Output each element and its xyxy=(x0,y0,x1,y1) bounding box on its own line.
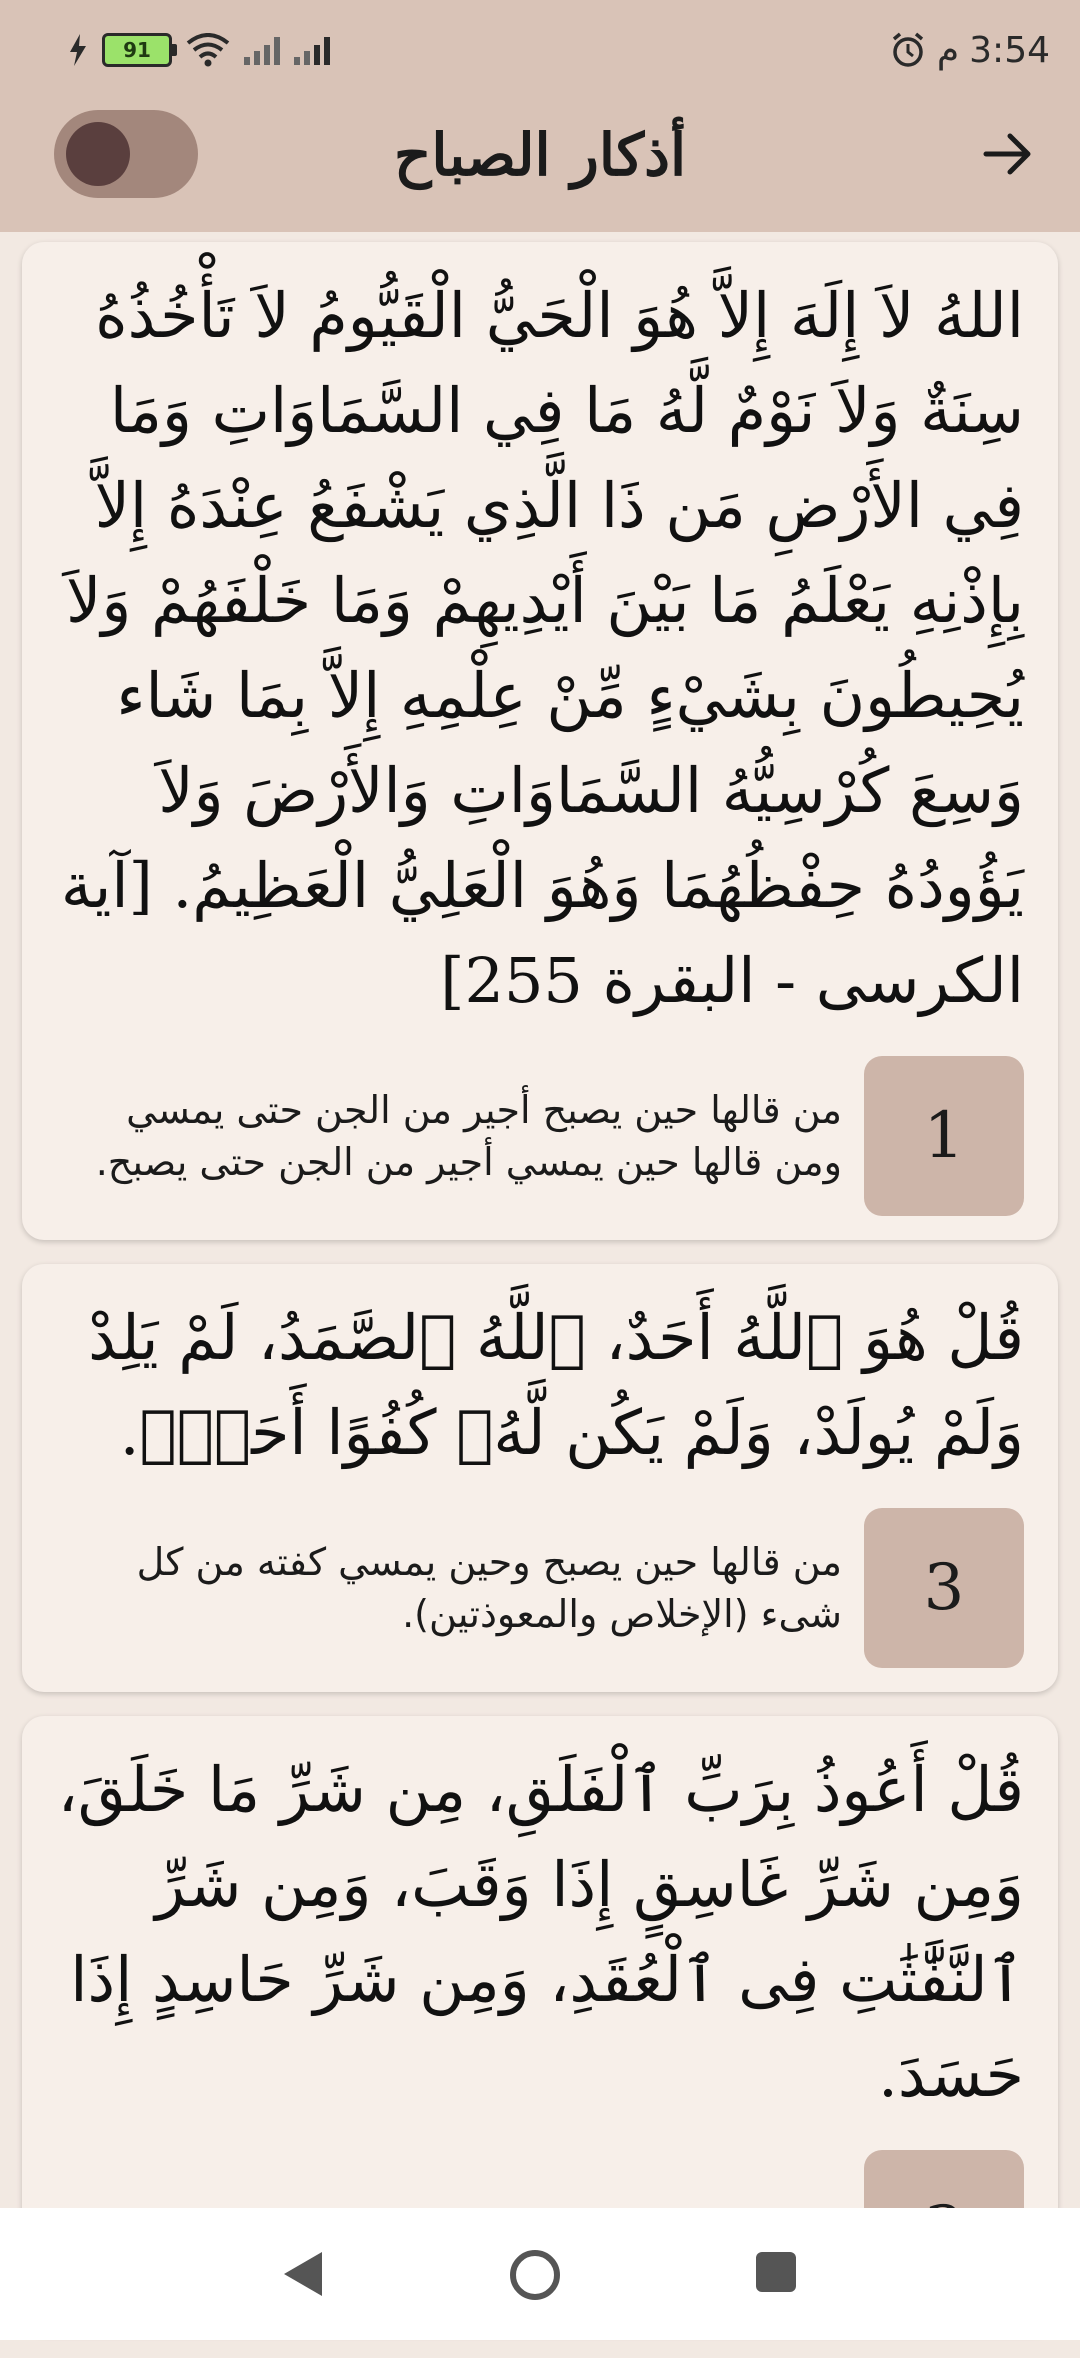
dhikr-text: قُلْ هُوَ ٱللَّهُ أَحَدٌ، ٱللَّهُ ٱلصَّمَدُ، لَمْ يَلِدْ وَلَمْ يُولَدْ، وَلَمْ يَكُن لَّهُۥ كُفُوًا أَحَدٌۢ. xyxy=(88,1301,1024,1469)
dhikr-benefit: من قالها حين يصبح وحين يمسي كفته من كل شىء (الإخلاص والمعوذتين). xyxy=(136,1540,842,1636)
time-suffix: م xyxy=(936,29,960,71)
nav-recent-icon[interactable] xyxy=(756,2252,796,2292)
signal-icon-2 xyxy=(294,35,330,65)
status-icons-right xyxy=(889,22,1050,78)
status-bar xyxy=(0,0,1080,100)
system-nav-bar xyxy=(0,2208,1080,2340)
theme-toggle[interactable] xyxy=(54,110,198,198)
dhikr-text: قُلْ أَعُوذُ بِرَبِّ ٱلْفَلَقِ، مِن شَرِّ مَا خَلَقَ، وَمِن شَرِّ غَاسِقٍ إِذَا وَقَبَ، وَمِن شَرِّ ٱلنَّفَّٰثَٰتِ فِى ٱلْعُقَدِ، وَمِن شَرِّ حَاسِدٍ إِذَا حَسَدَ. xyxy=(57,1753,1024,2111)
nav-home-icon[interactable] xyxy=(510,2250,560,2300)
clock: 3:54 xyxy=(969,29,1050,71)
dhikr-text: اللهُ لاَ إِلَهَ إِلاَّ هُوَ الْحَيُّ الْقَيُّومُ لاَ تَأْخُذُهُ سِنَةٌ وَلاَ نَوْمٌ لَّهُ مَا فِي السَّمَاوَاتِ وَمَا فِي الأَرْضِ مَن ذَا الَّذِي يَشْفَعُ عِنْدَهُ إِلاَّ بِإِذْنِهِ يَعْلَمُ مَا بَيْنَ أَيْدِيهِمْ وَمَا خَلْفَهُمْ وَلاَ يُحِيطُونَ بِشَيْءٍ مِّنْ عِلْمِهِ إِلاَّ بِمَا شَاء وَسِعَ كُرْسِيُّهُ السَّمَاوَاتِ وَالأَرْضَ وَلاَ يَؤُودُهُ حِفْظُهُمَا وَهُوَ الْعَلِيُّ الْعَظِيمُ. [آية الكرسى - البقرة 255] xyxy=(60,279,1024,1017)
arrow-right-icon[interactable] xyxy=(972,118,1044,190)
toggle-knob xyxy=(66,122,130,186)
lightning-icon xyxy=(68,34,88,66)
adhkar-list xyxy=(22,242,1058,2358)
nav-back-icon[interactable] xyxy=(278,2248,326,2300)
dhikr-card[interactable] xyxy=(22,242,1058,1240)
signal-icon xyxy=(244,35,280,65)
repeat-count[interactable]: 1 xyxy=(864,1056,1024,1216)
status-icons-left xyxy=(68,22,330,78)
dhikr-footer xyxy=(56,1056,1024,1216)
dhikr-card[interactable] xyxy=(22,1264,1058,1692)
app-bar xyxy=(0,100,1080,232)
dhikr-footer xyxy=(56,1508,1024,1668)
dhikr-benefit: من قالها حين يصبح أجير من الجن حتى يمسي ومن قالها حين يمسي أجير من الجن حتى يصبح. xyxy=(95,1088,842,1184)
page-title: أذكار الصباح xyxy=(393,121,687,189)
alarm-icon xyxy=(889,31,927,69)
wifi-icon xyxy=(186,33,230,67)
battery-indicator: 91 xyxy=(102,33,172,67)
repeat-count[interactable]: 3 xyxy=(864,1508,1024,1668)
